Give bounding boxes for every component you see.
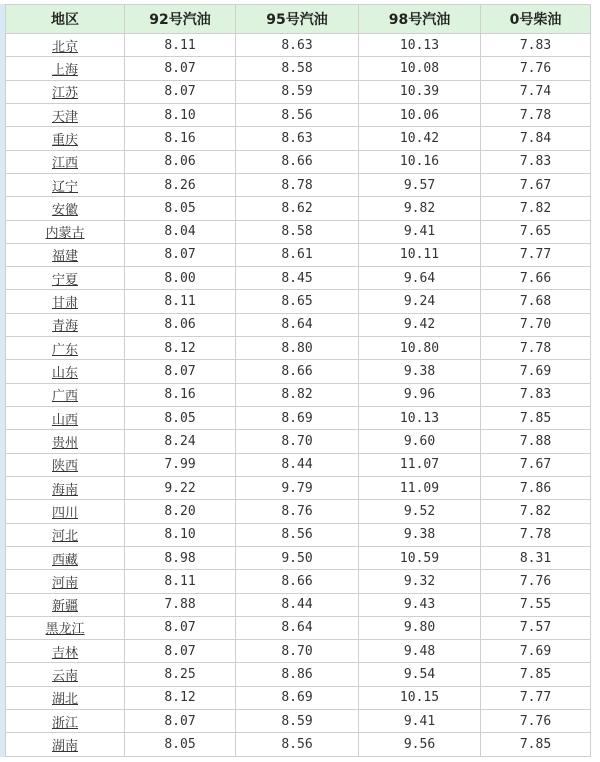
price-cell: 8.56 (236, 523, 359, 546)
price-cell: 7.76 (481, 570, 591, 593)
table-row (6, 640, 591, 663)
table-row (6, 570, 591, 593)
price-cell: 8.44 (236, 593, 359, 616)
region-cell (6, 407, 125, 430)
region-link[interactable]: 广西 (51, 389, 78, 405)
region-link[interactable]: 天津 (51, 109, 78, 125)
price-cell: 9.38 (359, 360, 481, 383)
table-row (6, 710, 591, 733)
price-cell: 8.78 (236, 173, 359, 196)
price-cell: 11.09 (359, 476, 481, 499)
price-cell: 8.16 (125, 127, 236, 150)
price-cell: 7.66 (481, 267, 591, 290)
price-cell: 9.22 (125, 476, 236, 499)
price-cell: 10.39 (359, 80, 481, 103)
price-cell: 7.88 (481, 430, 591, 453)
price-cell: 8.31 (481, 546, 591, 569)
price-cell: 8.11 (125, 290, 236, 313)
price-cell: 9.50 (236, 546, 359, 569)
price-cell: 7.78 (481, 103, 591, 126)
price-cell: 8.00 (125, 267, 236, 290)
price-cell: 8.26 (125, 173, 236, 196)
table-row (6, 593, 591, 616)
price-cell: 9.56 (359, 733, 481, 757)
region-cell (6, 430, 125, 453)
region-link[interactable]: 河南 (51, 575, 78, 591)
price-cell: 10.11 (359, 243, 481, 266)
region-cell (6, 34, 125, 57)
price-cell: 8.82 (236, 383, 359, 406)
price-cell: 9.80 (359, 616, 481, 639)
region-link[interactable]: 北京 (51, 39, 78, 55)
table-row (6, 57, 591, 80)
price-cell: 8.63 (236, 127, 359, 150)
price-cell: 7.85 (481, 663, 591, 686)
region-cell (6, 220, 125, 243)
table-row (6, 453, 591, 476)
price-cell: 8.07 (125, 616, 236, 639)
table-row (6, 616, 591, 639)
table-row (6, 127, 591, 150)
table-row (6, 383, 591, 406)
price-cell: 9.60 (359, 430, 481, 453)
price-cell: 8.66 (236, 360, 359, 383)
price-cell: 7.83 (481, 150, 591, 173)
price-cell: 9.54 (359, 663, 481, 686)
price-cell: 7.83 (481, 383, 591, 406)
region-cell (6, 523, 125, 546)
price-cell: 8.07 (125, 360, 236, 383)
region-cell (6, 313, 125, 336)
price-cell: 7.82 (481, 197, 591, 220)
price-cell: 9.57 (359, 173, 481, 196)
price-cell: 8.05 (125, 197, 236, 220)
table-row (6, 407, 591, 430)
region-cell (6, 267, 125, 290)
price-cell: 8.62 (236, 197, 359, 220)
table-row (6, 476, 591, 499)
region-link[interactable]: 吉林 (51, 645, 78, 661)
table-row (6, 197, 591, 220)
price-cell: 8.61 (236, 243, 359, 266)
price-cell: 8.45 (236, 267, 359, 290)
region-link[interactable]: 安徽 (51, 202, 78, 218)
region-link[interactable]: 山东 (51, 366, 78, 382)
region-link[interactable]: 贵州 (51, 435, 78, 451)
price-cell: 8.80 (236, 337, 359, 360)
region-cell (6, 127, 125, 150)
region-link[interactable]: 宁夏 (51, 272, 78, 288)
price-table-body (6, 34, 591, 757)
price-cell: 8.07 (125, 80, 236, 103)
price-cell: 8.12 (125, 686, 236, 709)
price-cell: 7.78 (481, 337, 591, 360)
region-cell (6, 80, 125, 103)
price-cell: 7.55 (481, 593, 591, 616)
table-row (6, 663, 591, 686)
price-cell: 8.12 (125, 337, 236, 360)
table-row (6, 103, 591, 126)
price-cell: 7.88 (125, 593, 236, 616)
region-link[interactable]: 四川 (51, 505, 78, 521)
price-cell: 9.41 (359, 220, 481, 243)
price-cell: 9.38 (359, 523, 481, 546)
table-row (6, 80, 591, 103)
price-cell: 9.24 (359, 290, 481, 313)
region-link[interactable]: 湖北 (51, 692, 78, 708)
price-cell: 7.67 (481, 453, 591, 476)
price-cell: 7.78 (481, 523, 591, 546)
price-cell: 10.08 (359, 57, 481, 80)
region-link[interactable]: 黑龙江 (45, 622, 85, 638)
region-link[interactable]: 福建 (51, 249, 78, 265)
region-link[interactable]: 甘肃 (51, 296, 78, 312)
region-cell (6, 686, 125, 709)
price-cell: 8.56 (236, 733, 359, 757)
price-cell: 8.86 (236, 663, 359, 686)
region-cell (6, 593, 125, 616)
price-cell: 9.82 (359, 197, 481, 220)
column-header-diesel-0: 0号柴油 (481, 5, 591, 34)
region-link[interactable]: 重庆 (51, 132, 78, 148)
price-cell: 8.58 (236, 57, 359, 80)
price-cell: 8.59 (236, 710, 359, 733)
price-cell: 9.79 (236, 476, 359, 499)
price-cell: 7.65 (481, 220, 591, 243)
column-header-gasoline-92: 92号汽油 (125, 5, 236, 34)
price-cell: 9.41 (359, 710, 481, 733)
price-cell: 10.15 (359, 686, 481, 709)
price-cell: 7.85 (481, 407, 591, 430)
region-link[interactable]: 江西 (51, 156, 78, 172)
region-cell (6, 243, 125, 266)
table-row (6, 34, 591, 57)
region-cell (6, 616, 125, 639)
region-cell (6, 290, 125, 313)
table-row (6, 150, 591, 173)
table-row (6, 546, 591, 569)
price-cell: 9.48 (359, 640, 481, 663)
price-cell: 7.69 (481, 360, 591, 383)
price-cell: 8.59 (236, 80, 359, 103)
price-cell: 8.07 (125, 640, 236, 663)
price-cell: 8.06 (125, 313, 236, 336)
price-cell: 8.16 (125, 383, 236, 406)
region-link[interactable]: 西藏 (51, 552, 78, 568)
region-cell (6, 453, 125, 476)
price-cell: 9.96 (359, 383, 481, 406)
region-cell (6, 570, 125, 593)
price-cell: 8.69 (236, 686, 359, 709)
price-cell: 8.64 (236, 616, 359, 639)
region-cell (6, 500, 125, 523)
price-cell: 8.05 (125, 733, 236, 757)
region-link[interactable]: 内蒙古 (45, 226, 85, 242)
price-cell: 7.76 (481, 710, 591, 733)
region-cell (6, 476, 125, 499)
price-cell: 7.77 (481, 686, 591, 709)
price-cell: 9.52 (359, 500, 481, 523)
table-row (6, 313, 591, 336)
price-cell: 10.80 (359, 337, 481, 360)
table-row (6, 430, 591, 453)
price-cell: 8.11 (125, 34, 236, 57)
column-header-region: 地区 (6, 5, 125, 34)
price-cell: 8.11 (125, 570, 236, 593)
price-cell: 8.76 (236, 500, 359, 523)
price-cell: 7.85 (481, 733, 591, 757)
region-cell (6, 383, 125, 406)
price-cell: 8.10 (125, 103, 236, 126)
price-cell: 8.65 (236, 290, 359, 313)
price-cell: 7.86 (481, 476, 591, 499)
table-row (6, 290, 591, 313)
price-cell: 8.70 (236, 430, 359, 453)
price-cell: 7.70 (481, 313, 591, 336)
price-cell: 9.42 (359, 313, 481, 336)
price-cell: 8.44 (236, 453, 359, 476)
table-row (6, 173, 591, 196)
fuel-price-table (5, 4, 591, 757)
price-cell: 8.07 (125, 57, 236, 80)
table-row (6, 243, 591, 266)
price-cell: 10.16 (359, 150, 481, 173)
column-header-gasoline-95: 95号汽油 (236, 5, 359, 34)
table-row (6, 523, 591, 546)
price-cell: 9.64 (359, 267, 481, 290)
region-link[interactable]: 上海 (51, 62, 78, 78)
region-link[interactable]: 广东 (51, 342, 78, 358)
price-cell: 10.13 (359, 407, 481, 430)
region-cell (6, 57, 125, 80)
price-cell: 8.04 (125, 220, 236, 243)
price-cell: 7.69 (481, 640, 591, 663)
price-cell: 8.25 (125, 663, 236, 686)
price-cell: 8.70 (236, 640, 359, 663)
table-row (6, 267, 591, 290)
region-cell (6, 197, 125, 220)
region-link[interactable]: 陕西 (51, 459, 78, 475)
region-cell (6, 360, 125, 383)
region-link[interactable]: 江苏 (51, 86, 78, 102)
price-cell: 8.24 (125, 430, 236, 453)
region-link[interactable]: 青海 (51, 319, 78, 335)
price-cell: 8.69 (236, 407, 359, 430)
price-cell: 7.99 (125, 453, 236, 476)
region-link[interactable]: 湖南 (51, 739, 78, 755)
price-cell: 8.66 (236, 570, 359, 593)
region-link[interactable]: 辽宁 (51, 179, 78, 195)
region-cell (6, 337, 125, 360)
region-link[interactable]: 山西 (51, 412, 78, 428)
price-cell: 7.57 (481, 616, 591, 639)
region-cell (6, 663, 125, 686)
price-cell: 8.56 (236, 103, 359, 126)
table-row (6, 337, 591, 360)
region-link[interactable]: 浙江 (51, 715, 78, 731)
table-row (6, 360, 591, 383)
price-cell: 10.13 (359, 34, 481, 57)
price-cell: 8.05 (125, 407, 236, 430)
price-cell: 7.76 (481, 57, 591, 80)
table-header-row (6, 5, 591, 34)
price-cell: 7.84 (481, 127, 591, 150)
price-cell: 8.07 (125, 710, 236, 733)
price-cell: 9.43 (359, 593, 481, 616)
table-row (6, 686, 591, 709)
price-cell: 10.59 (359, 546, 481, 569)
price-cell: 7.67 (481, 173, 591, 196)
price-cell: 7.77 (481, 243, 591, 266)
table-row (6, 500, 591, 523)
price-cell: 8.98 (125, 546, 236, 569)
price-cell: 8.63 (236, 34, 359, 57)
region-link[interactable]: 河北 (51, 529, 78, 545)
region-cell (6, 710, 125, 733)
price-cell: 8.07 (125, 243, 236, 266)
region-cell (6, 103, 125, 126)
region-cell (6, 733, 125, 757)
price-cell: 7.82 (481, 500, 591, 523)
region-link[interactable]: 海南 (51, 482, 78, 498)
region-cell (6, 173, 125, 196)
price-cell: 9.32 (359, 570, 481, 593)
table-row (6, 733, 591, 757)
price-cell: 8.20 (125, 500, 236, 523)
price-cell: 8.10 (125, 523, 236, 546)
region-cell (6, 150, 125, 173)
price-cell: 10.42 (359, 127, 481, 150)
price-cell: 7.68 (481, 290, 591, 313)
price-cell: 7.83 (481, 34, 591, 57)
price-cell: 8.58 (236, 220, 359, 243)
table-row (6, 220, 591, 243)
price-cell: 11.07 (359, 453, 481, 476)
price-cell: 10.06 (359, 103, 481, 126)
price-cell: 8.64 (236, 313, 359, 336)
region-link[interactable]: 新疆 (51, 599, 78, 615)
price-cell: 8.66 (236, 150, 359, 173)
region-link[interactable]: 云南 (51, 669, 78, 685)
region-cell (6, 546, 125, 569)
price-cell: 7.74 (481, 80, 591, 103)
column-header-gasoline-98: 98号汽油 (359, 5, 481, 34)
region-cell (6, 640, 125, 663)
price-cell: 8.06 (125, 150, 236, 173)
